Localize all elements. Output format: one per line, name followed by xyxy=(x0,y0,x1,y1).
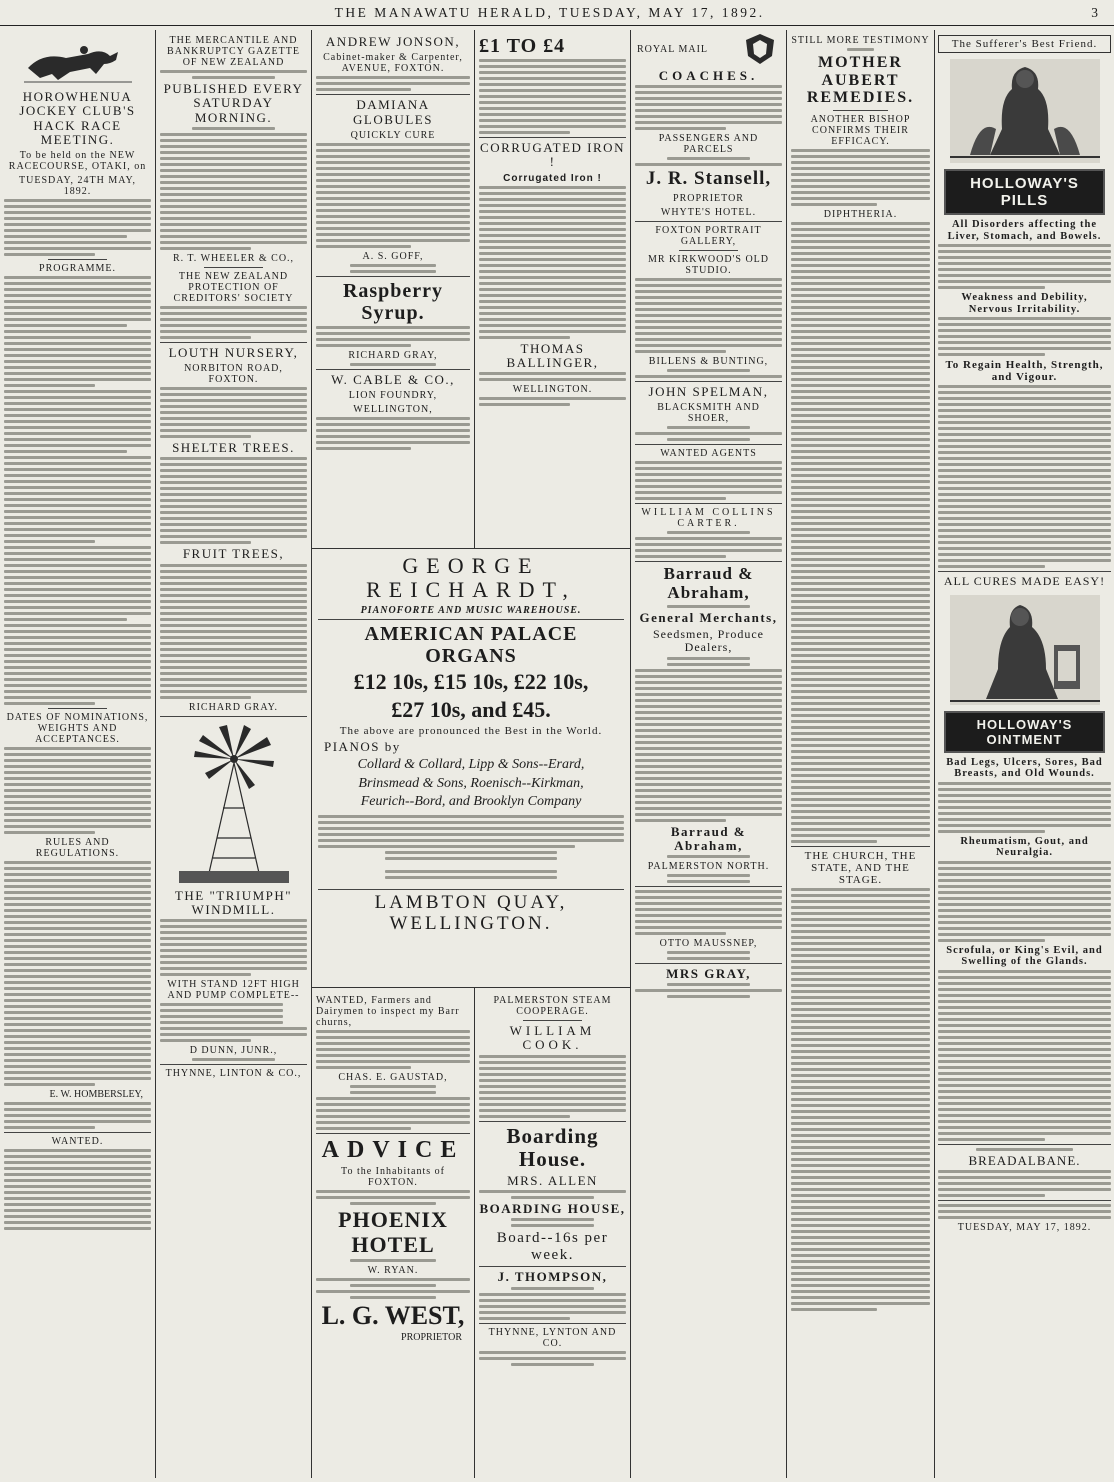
proprietor-title: PROPRIETOR xyxy=(673,193,744,205)
body-text xyxy=(635,426,782,441)
body-text xyxy=(160,387,307,438)
signature: THYNNE, LINTON & CO., xyxy=(165,1068,302,1080)
ad-footer: Barraud & Abraham, xyxy=(670,823,747,853)
body-text xyxy=(160,1003,307,1042)
piano-makers: Feurich--Bord, and Brooklyn Company xyxy=(360,793,582,809)
windmill-illustration xyxy=(179,723,289,883)
body-text xyxy=(938,1204,1111,1219)
ad-heading: CORRUGATED IRON ! xyxy=(480,140,625,170)
body-text xyxy=(4,276,151,705)
body-text xyxy=(791,48,930,51)
proprietor-name: MRS. ALLEN xyxy=(507,1172,598,1188)
ad-heading: MR KIRKWOOD'S OLD STUDIO. xyxy=(647,254,770,277)
body-text xyxy=(635,461,782,500)
ad-subheading: WELLINGTON, xyxy=(353,404,433,416)
organ-prices: £12 10s, £15 10s, £22 10s, xyxy=(353,669,589,695)
ad-heading: Raspberry Syrup. xyxy=(342,279,444,324)
signature: CHAS. E. GAUSTAD, xyxy=(338,1072,448,1083)
body-text xyxy=(938,1170,1111,1197)
section-heading: DIPHTHERIA. xyxy=(823,208,898,220)
organ-prices: £27 10s, and £45. xyxy=(391,696,551,722)
body-text xyxy=(160,127,307,250)
column-4-lower xyxy=(475,992,630,1476)
body-text xyxy=(938,970,1111,1141)
body-text xyxy=(316,417,470,450)
body-text xyxy=(318,870,624,879)
ad-subheading: PIANOFORTE AND MUSIC WAREHOUSE. xyxy=(360,605,582,617)
masthead xyxy=(0,0,1114,26)
signature: A. S. GOFF, xyxy=(362,250,424,262)
body-text xyxy=(635,157,782,166)
body-text xyxy=(4,199,151,256)
section-heading: Bad Legs, Ulcers, Sores, Bad Breasts, and Old Wounds. xyxy=(946,756,1103,780)
body-text xyxy=(160,306,307,339)
body-text xyxy=(635,369,782,378)
organ-heading: AMERICAN PALACE ORGANS xyxy=(364,623,578,668)
ad-subheading: WITH STAND 12FT HIGH AND PUMP COMPLETE-- xyxy=(167,979,300,1002)
body-text xyxy=(791,888,930,1311)
body-text xyxy=(479,1190,626,1199)
ad-subheading: To be held on the NEW RACECOURSE, OTAKI, on xyxy=(8,150,147,173)
section-heading: PROGRAMME. xyxy=(39,263,116,275)
body-text xyxy=(479,397,626,406)
body-text xyxy=(635,605,782,608)
body-text xyxy=(316,264,470,273)
column-1 xyxy=(0,32,155,1476)
ad-heading: THE NEW ZEALAND PROTECTION OF CREDITORS' SOCIETY xyxy=(173,270,294,304)
ad-subheading: NORBITON ROAD, FOXTON. xyxy=(184,363,283,386)
body-text xyxy=(635,874,782,883)
column-2 xyxy=(156,32,311,1476)
ad-heading: THE "TRIUMPH" WINDMILL. xyxy=(174,887,293,918)
ad-heading: STILL MORE TESTIMONY xyxy=(791,35,930,46)
ad-heading: BREADALBANE. xyxy=(968,1152,1081,1168)
column-5 xyxy=(631,32,786,1476)
body-text xyxy=(160,457,307,544)
ad-subheading: ANOTHER BISHOP CONFIRMS THEIR EFFICACY. xyxy=(810,113,911,147)
body-text xyxy=(4,861,151,1086)
coach-header xyxy=(635,32,782,66)
body-text xyxy=(635,531,782,558)
body-text xyxy=(635,85,782,130)
ad-heading: WILLIAM COOK. xyxy=(509,1023,596,1053)
product-banner: HOLLOWAY'S OINTMENT xyxy=(944,711,1105,753)
body-text xyxy=(938,317,1111,356)
body-text xyxy=(791,149,930,206)
body-text xyxy=(160,70,307,79)
ad-heading: THYNNE, LYNTON AND CO. xyxy=(488,1326,617,1349)
organ-note: The above are pronounced the Best in the World. xyxy=(339,724,603,737)
ad-subheading: BOARDING HOUSE, xyxy=(479,1201,626,1217)
ad-subheading: Seedsmen, Produce Dealers, xyxy=(653,627,764,655)
signature: THOMAS BALLINGER, xyxy=(506,340,599,370)
section-heading: All Disorders affecting the Liver, Stomach, and Bowels. xyxy=(947,219,1102,242)
section-heading: Rheumatism, Gout, and Neuralgia. xyxy=(960,835,1089,859)
body-text xyxy=(938,1148,1111,1151)
body-text xyxy=(160,919,307,976)
body-text xyxy=(635,278,782,353)
product-banner: HOLLOWAY'S PILLS xyxy=(944,169,1105,215)
ad-subheading: QUICKLY CURE xyxy=(350,129,436,141)
allegorical-figure-illustration xyxy=(950,59,1100,163)
body-text xyxy=(318,815,624,860)
column-6 xyxy=(787,32,934,1476)
ad-heading: DAMIANA GLOBULES xyxy=(353,97,433,127)
section-heading: ALL CURES MADE EASY! xyxy=(943,574,1106,589)
body-text xyxy=(635,983,782,998)
signature: E. W. HOMBERSLEY, xyxy=(49,1089,143,1101)
body-text xyxy=(791,222,930,843)
body-text xyxy=(160,1058,307,1061)
proprietor-title: PROPRIETOR xyxy=(401,1332,462,1344)
ad-subheading: BLACKSMITH AND SHOER, xyxy=(657,402,760,425)
body-text xyxy=(635,890,782,935)
section-heading: Scrofula, or King's Evil, and Swelling of the Glands. xyxy=(946,944,1103,968)
body-text xyxy=(479,59,626,134)
section-heading: WANTED. xyxy=(51,1136,104,1148)
publisher-name: R. T. WHEELER & CO., xyxy=(172,252,295,264)
ad-heading: WILLIAM COLLINS CARTER. xyxy=(641,507,776,530)
ad-footer: PALMERSTON NORTH. xyxy=(647,861,770,873)
ad-heading: Boarding House. xyxy=(506,1123,599,1171)
signature: RICHARD GRAY, xyxy=(348,349,438,361)
body-text xyxy=(938,385,1111,568)
ad-heading: W. CABLE & CO., xyxy=(331,371,455,387)
ad-heading: GEORGE REICHARDT, xyxy=(366,553,576,603)
body-text xyxy=(316,1030,470,1069)
body-text xyxy=(316,76,470,91)
body-text xyxy=(316,1085,470,1130)
ad-subheading: To the Inhabitants of FOXTON. xyxy=(341,1166,445,1189)
ad-footer: LAMBTON QUAY, WELLINGTON. xyxy=(374,892,568,935)
signature: D DUNN, JUNR., xyxy=(189,1045,278,1057)
ad-subheading: Corrugated Iron ! xyxy=(503,172,602,184)
signature: BILLENS & BUNTING, xyxy=(648,356,769,368)
proprietor-name: J. R. Stansell, xyxy=(645,168,772,190)
imprint-date: TUESDAY, MAY 17, 1892. xyxy=(957,1222,1092,1234)
body-text xyxy=(938,782,1111,833)
section-heading: FRUIT TREES, xyxy=(182,546,285,562)
column-3-lower xyxy=(312,992,474,1476)
section-heading: THE CHURCH, THE STATE, AND THE STAGE. xyxy=(804,849,917,886)
ad-heading: FOXTON PORTRAIT GALLERY, xyxy=(655,225,762,248)
hotel-name: PHOENIX HOTEL xyxy=(338,1207,448,1257)
proprietor-name: MRS GRAY, xyxy=(666,966,751,982)
body-text xyxy=(316,1190,470,1205)
ad-heading: WANTED AGENTS xyxy=(660,448,757,460)
ad-heading: LOUTH NURSERY, xyxy=(168,344,299,360)
ad-subheading: PUBLISHED EVERY SATURDAY MORNING. xyxy=(163,81,304,125)
piano-heading: PIANOS by xyxy=(324,738,401,754)
ad-heading: £1 TO £4 xyxy=(479,35,566,57)
section-heading: SHELTER TREES. xyxy=(172,440,295,456)
body-text xyxy=(316,326,470,347)
ad-subheading: LION FOUNDRY, xyxy=(348,390,438,402)
reichardt-advertisement xyxy=(312,548,630,988)
body-text xyxy=(316,143,470,248)
race-date: TUESDAY, 24TH MAY, 1892. xyxy=(19,175,136,198)
piano-makers: Brinsmead & Sons, Roenisch--Kirkman, xyxy=(358,775,584,791)
ad-heading: HOROWHENUA JOCKEY CLUB'S HACK RACE MEETING. xyxy=(19,89,136,147)
proprietor-name: L. G. WEST, xyxy=(321,1300,465,1330)
newspaper-title: THE MANAWATU HERALD, TUESDAY, MAY 17, 1892. xyxy=(334,4,765,20)
body-text xyxy=(635,951,782,960)
body-text xyxy=(479,186,626,339)
signature: RICHARD GRAY. xyxy=(188,701,279,713)
racehorse-illustration xyxy=(18,38,138,84)
section-heading: DATES OF NOMINATIONS, WEIGHTS AND ACCEPTANCES. xyxy=(6,712,149,746)
ad-heading: ANDREW JONSON, xyxy=(325,34,461,49)
body-text xyxy=(479,1218,626,1227)
ad-heading: Barraud & Abraham, xyxy=(663,564,754,603)
ad-subheading: WELLINGTON. xyxy=(512,384,593,396)
body-text xyxy=(938,861,1111,942)
section-heading: To Regain Health, Strength, and Vigour. xyxy=(945,359,1104,384)
body-text xyxy=(635,855,782,858)
crest-icon xyxy=(740,32,780,66)
signature: OTTO MAUSSNEP, xyxy=(659,938,758,950)
body-text xyxy=(4,1149,151,1230)
column-4 xyxy=(475,32,630,544)
body-text xyxy=(4,747,151,834)
body-text xyxy=(316,1278,470,1299)
ad-subheading: General Merchants, xyxy=(639,609,778,625)
body-text xyxy=(479,1287,626,1320)
ad-subheading: PASSENGERS AND PARCELS xyxy=(658,133,759,156)
ad-heading: ADVICE xyxy=(321,1137,465,1163)
ad-heading: ROYAL MAIL xyxy=(637,44,709,55)
board-price: Board--16s per week. xyxy=(496,1230,609,1263)
proprietor-name: JOHN SPELMAN, xyxy=(648,384,769,400)
ad-subheading: Cabinet-maker & Carpenter, AVENUE, FOXTON. xyxy=(323,52,463,75)
body-text xyxy=(4,1102,151,1129)
body-text xyxy=(160,564,307,699)
ad-heading: The Sufferer's Best Friend. xyxy=(938,35,1111,53)
body-text xyxy=(316,1259,470,1262)
body-text xyxy=(316,363,470,366)
section-heading: Weakness and Debility, Nervous Irritability. xyxy=(961,292,1088,315)
proprietor-name: J. THOMPSON, xyxy=(497,1269,608,1285)
page-number: 3 xyxy=(1091,4,1100,20)
ad-heading: COACHES. xyxy=(658,68,759,83)
ad-heading: MOTHER AUBERT REMEDIES. xyxy=(806,54,915,107)
body-text xyxy=(635,657,782,822)
body-text xyxy=(479,372,626,381)
ad-heading: THE MERCANTILE AND BANKRUPTCY GAZETTE OF NEW ZEALAND xyxy=(167,35,300,68)
seated-figure-illustration xyxy=(950,595,1100,705)
column-7 xyxy=(935,32,1114,1476)
hotel-name: WHYTE'S HOTEL. xyxy=(660,207,757,219)
body-text xyxy=(938,244,1111,289)
piano-makers: Collard & Collard, Lipp & Sons--Erard, xyxy=(357,757,585,773)
body-text xyxy=(479,1351,626,1366)
ad-heading: PALMERSTON STEAM COOPERAGE. xyxy=(493,995,612,1017)
ad-heading: WANTED, Farmers and Dairymen to inspect my Barr churns, xyxy=(316,995,460,1028)
proprietor-name: W. RYAN. xyxy=(367,1264,419,1276)
section-heading: RULES AND REGULATIONS. xyxy=(35,837,120,860)
body-text xyxy=(479,1055,626,1118)
